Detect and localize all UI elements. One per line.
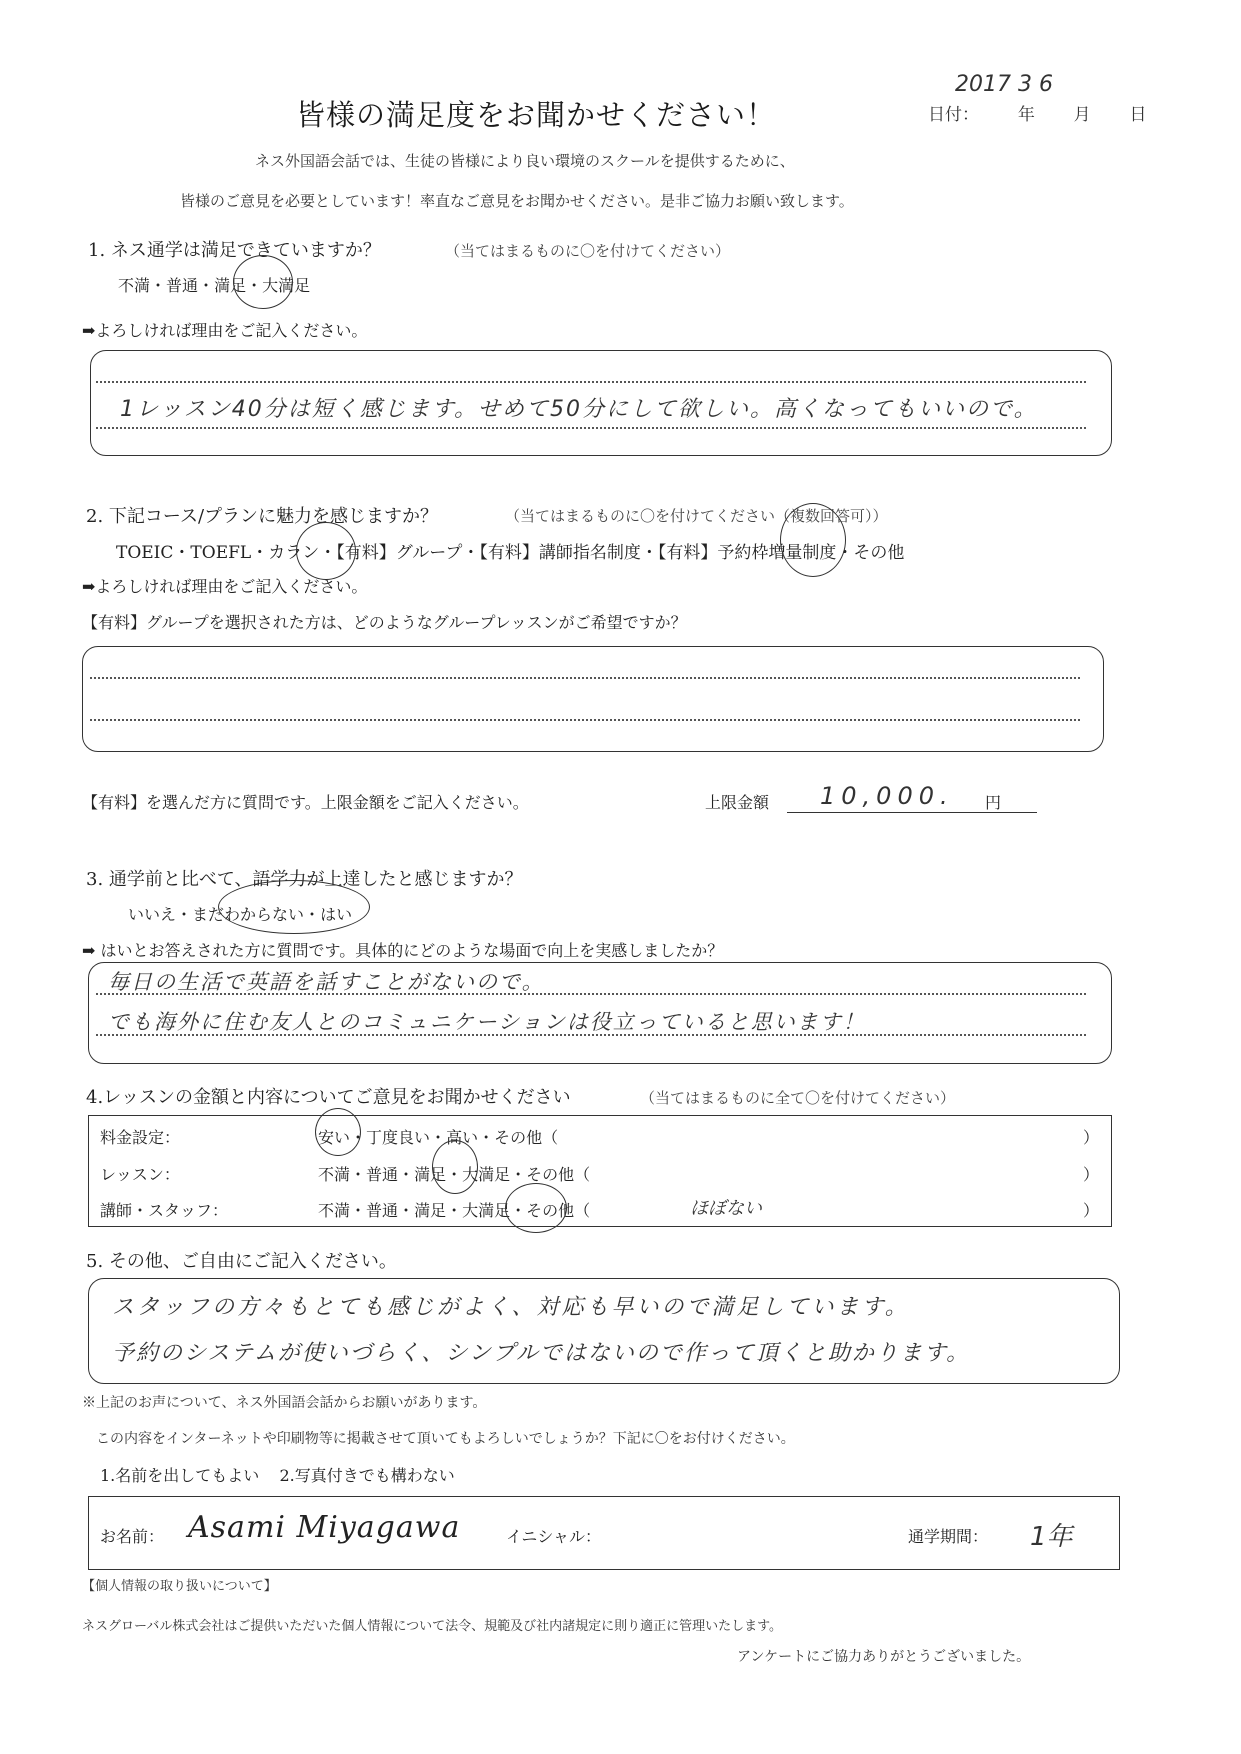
q4-lesson-option-1[interactable]: 不満 — [318, 1165, 351, 1184]
date-label: 日付： — [928, 105, 979, 125]
q2-reason-prompt: ➡よろしければ理由をご記入ください。 — [82, 577, 368, 596]
q3-option-unsure[interactable]: まだわからない — [192, 905, 305, 924]
thanks-message: アンケートにご協力ありがとうございました。 — [737, 1649, 1031, 1665]
q4-row-staff-options: 不満・普通・満足・大満足・その他（ — [318, 1201, 591, 1220]
q2-selection-circle-booking — [780, 503, 846, 577]
period-label: 通学期間： — [908, 1527, 989, 1546]
q2-group-answer-box[interactable] — [82, 646, 1104, 752]
q3-question: 3. 通学前と比べて、語学力が上達したと感じますか？ — [86, 869, 523, 890]
publish-options — [100, 1463, 455, 1486]
q4-price-option-fair[interactable]: 丁度良い — [366, 1128, 431, 1147]
q2-option-toefl[interactable]: TOEFL — [190, 543, 252, 563]
q4-staff-option-3[interactable]: 満足 — [414, 1201, 447, 1220]
q5-question: 5. その他、ご自由にご記入ください。 — [86, 1251, 397, 1272]
close-paren: ） — [1083, 1128, 1100, 1147]
q4-staff-option-4[interactable]: 大満足 — [462, 1201, 511, 1220]
publish-note: ※上記のお声について、ネス外国語会話からお願いがあります。 — [82, 1395, 487, 1411]
q1-answer[interactable]: 1レッスン40分は短く感じます。せめて50分にして欲しい。高くなってもいいので。 — [120, 397, 1038, 422]
intro-line-2: 皆様のご意見を必要としています！率直なご意見をお聞かせください。是非ご協力お願い致します。 — [180, 192, 854, 210]
privacy-text: ネスグローバル株式会社はご提供いただいた個人情報について法令、規範及び社内諸規定に則り適正に管理いたします。 — [82, 1619, 783, 1634]
q2-note: （当てはまるものに〇を付けてください（複数回答可）） — [505, 507, 888, 525]
q2-group-prompt: 【有料】グループを選択された方は、どのようなグループレッスンがご希望ですか？ — [82, 613, 687, 632]
separator: ・ — [150, 276, 167, 295]
separator: ・ — [198, 276, 215, 295]
q3-options: いいえ・まだわからない・はい — [128, 905, 353, 924]
q4-row-price-options: 安い・丁度良い・高い・その他（ — [318, 1128, 559, 1147]
q1-question: 1. ネス通学は満足できていますか？ — [88, 240, 381, 261]
dotted-line — [90, 677, 1080, 679]
q1-option-4[interactable]: 大満足 — [262, 276, 311, 295]
q5-answer-line-2[interactable]: 予約のシステムが使いづらく、シンプルではないので作って頂くと助かります。 — [112, 1341, 971, 1366]
q2-price-label: 上限金額 — [705, 793, 770, 812]
q2-option-teacher[interactable]: 【有料】講師指名制度 — [479, 543, 641, 563]
q2-question: 2. 下記コース/プランに魅力を感じますか？ — [86, 506, 439, 527]
q1-selection-circle — [233, 255, 293, 309]
q5-answer-line-1[interactable]: スタッフの方々もとても感じがよく、対応も早いので満足しています。 — [112, 1295, 910, 1320]
year-unit: 年 — [1017, 105, 1035, 125]
q2-option-callan[interactable]: カラン — [268, 543, 320, 563]
q2-option-group[interactable]: 【有料】グループ — [336, 543, 463, 563]
q1-option-1[interactable]: 不満 — [118, 276, 151, 295]
q1-note: （当てはまるものに〇を付けてください） — [445, 242, 731, 260]
q2-options: TOEIC・TOEFL・カラン・【有料】グループ・【有料】講師指名制度・【有料】予約枠増量制度・その他 — [116, 543, 905, 563]
initial-label: イニシャル： — [506, 1527, 602, 1546]
day-unit: 日 — [1129, 105, 1147, 125]
q4-staff-option-2[interactable]: 普通 — [366, 1201, 399, 1220]
q3-answer-line-1[interactable]: 毎日の生活で英語を話すことがないので。 — [108, 970, 545, 994]
q4-staff-selection-circle — [505, 1183, 567, 1233]
period-value[interactable]: 1年 — [1030, 1522, 1073, 1552]
intro-line-1: ネス外国語会話では、生徒の皆様により良い環境のスクールを提供するために、 — [255, 152, 795, 170]
q4-row-label-staff: 講師・スタッフ： — [100, 1201, 229, 1220]
q4-staff-option-1[interactable]: 不満 — [318, 1201, 351, 1220]
publish-question: この内容をインターネットや印刷物等に掲載させて頂いてもよろしいでしょうか？下記に〇をお付けください。 — [96, 1431, 795, 1447]
privacy-heading: 【個人情報の取り扱いについて】 — [82, 1579, 277, 1594]
q4-lesson-option-other[interactable]: その他（ — [526, 1165, 591, 1184]
q4-lesson-option-4[interactable]: 大満足 — [462, 1165, 511, 1184]
dotted-line — [96, 381, 1086, 383]
close-paren: ） — [1083, 1165, 1100, 1184]
q4-row-lesson-options: 不満・普通・満足・大満足・その他（ — [318, 1165, 591, 1184]
q3-option-yes[interactable]: はい — [320, 905, 353, 924]
publish-option-photo[interactable]: 2.写真付きでも構わない — [279, 1466, 455, 1485]
q4-row-label-lesson: レッスン： — [100, 1165, 180, 1184]
q2-option-other[interactable]: その他 — [853, 543, 905, 563]
q4-lesson-selection-circle — [432, 1140, 478, 1194]
q4-price-option-cheap[interactable]: 安い — [318, 1128, 351, 1147]
q4-lesson-option-3[interactable]: 満足 — [414, 1165, 447, 1184]
q3-selection-circle — [218, 880, 370, 934]
publish-option-name[interactable]: 1.名前を出してもよい — [100, 1466, 260, 1485]
separator: ・ — [246, 276, 263, 295]
q4-question: 4.レッスンの金額と内容についてご意見をお聞かせください — [86, 1087, 571, 1108]
month-unit: 月 — [1073, 105, 1091, 125]
q2-selection-circle-callan — [296, 522, 356, 580]
q2-price-prompt: 【有料】を選んだ方に質問です。上限金額をご記入ください。 — [82, 793, 529, 812]
q3-followup-prompt: ➡ はいとお答えされた方に質問です。具体的にどのような場面で向上を実感しましたか？ — [82, 941, 724, 960]
dotted-line — [96, 427, 1086, 429]
date-handwritten[interactable]: 2017 3 6 — [955, 72, 1053, 97]
q4-price-option-other[interactable]: その他（ — [494, 1128, 559, 1147]
q4-staff-option-other[interactable]: その他（ — [526, 1201, 591, 1220]
q2-option-toeic[interactable]: TOEIC — [116, 543, 174, 563]
q4-price-option-expensive[interactable]: 高い — [446, 1128, 479, 1147]
q4-price-selection-circle — [315, 1108, 361, 1156]
name-label: お名前： — [100, 1527, 165, 1546]
q4-lesson-option-2[interactable]: 普通 — [366, 1165, 399, 1184]
dotted-line — [90, 719, 1080, 721]
q4-row-label-price: 料金設定： — [100, 1128, 181, 1147]
q2-price-value[interactable]: 10,000. — [820, 782, 954, 810]
q3-answer-line-2[interactable]: でも海外に住む友人とのコミュニケーションは役立っていると思います！ — [108, 1010, 866, 1034]
page-title: 皆様の満足度をお聞かせください！ — [296, 98, 777, 132]
date-field — [928, 100, 1146, 125]
q1-reason-prompt: ➡よろしければ理由をご記入ください。 — [82, 321, 368, 340]
q4-note: （当てはまるものに全て〇を付けてください） — [640, 1089, 956, 1107]
q1-option-2[interactable]: 普通 — [166, 276, 199, 295]
close-paren: ） — [1083, 1201, 1100, 1220]
q1-option-3[interactable]: 満足 — [214, 276, 247, 295]
q4-table — [88, 1115, 1112, 1227]
q4-staff-other-value[interactable]: ほぼない — [690, 1198, 762, 1219]
q2-option-booking[interactable]: 【有料】予約枠増量制度 — [657, 543, 837, 563]
q3-option-no[interactable]: いいえ — [128, 905, 177, 924]
q2-price-unit: 円 — [985, 793, 1002, 812]
name-signature[interactable]: Asami Miyagawa — [188, 1510, 461, 1545]
